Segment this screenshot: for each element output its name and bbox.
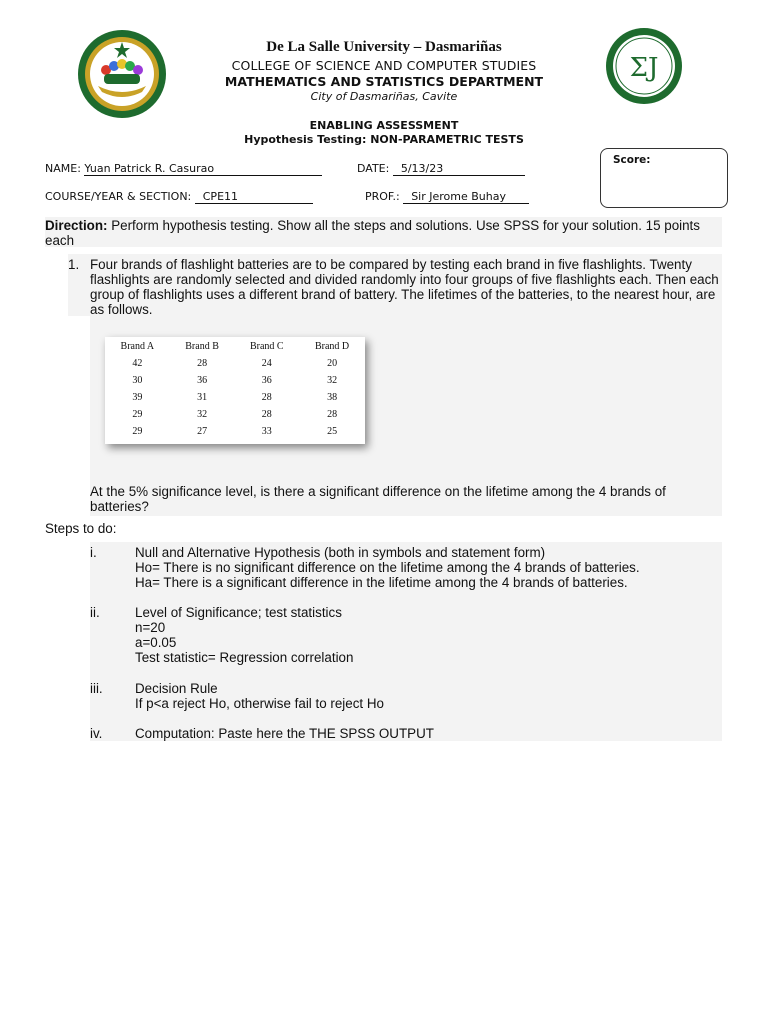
table-cell: 32 [327,375,338,386]
date-value: 5/13/23 [393,162,525,176]
table-cell: 31 [197,392,208,403]
table-cell: 42 [132,358,143,369]
department-name: MATHEMATICS AND STATISTICS DEPARTMENT [224,74,544,89]
steps-title: Steps to do: [45,521,117,536]
course-value: CPE11 [195,190,313,204]
step-line: Computation: Paste here the THE SPSS OUTPUT [135,726,434,741]
step-numeral: iii. [90,681,103,696]
table-header-cell: Brand B [185,340,219,352]
step-line: a=0.05 [135,635,177,650]
prof-field [365,190,529,204]
step-line: Ho= There is no significant difference on the lifetime among the 4 brands of batteries. [135,560,640,575]
step-numeral: i. [90,545,97,560]
table-header-cell: Brand A [120,340,155,352]
step-line: Ha= There is a significant difference in the lifetime among the 4 brands of batteries. [135,575,628,590]
college-name: COLLEGE OF SCIENCE AND COMPUTER STUDIES [231,58,537,73]
table-cell: 24 [261,358,272,369]
direction-paragraph [45,218,725,248]
assessment-title: ENABLING ASSESSMENT [309,119,459,132]
step-line: Test statistic= Regression correlation [135,650,354,665]
name-field [45,162,322,176]
table-row [105,355,365,372]
table-cell: 27 [197,426,208,437]
table-header-row [105,337,365,355]
table-cell: 28 [197,358,208,369]
table-row [105,372,365,389]
city-line: City of Dasmariñas, Cavite [310,90,458,103]
score-label: Score: [613,154,651,166]
assessment-topic: Hypothesis Testing: NON-PARAMETRIC TESTS [244,133,524,146]
table-cell: 33 [261,426,272,437]
table-cell: 28 [261,392,272,403]
step-line: Level of Significance; test statistics [135,605,342,620]
table-cell: 38 [327,392,338,403]
step-numeral: iv. [90,726,103,741]
table-cell: 25 [327,426,338,437]
step-line: n=20 [135,620,166,635]
date-label: DATE: [357,162,390,175]
table-cell: 30 [132,375,143,386]
course-field [45,190,313,204]
table-row [105,423,365,440]
question-text: Four brands of flashlight batteries are to be compared by testing each brand in five flashlights. Twenty flashlights are randomly selected and divided randomly into four groups of five flashlights each. Then each group of flashlights uses a different brand of battery. The lifetimes of the batteries, to the nearest hour, are as follows. [90,257,719,317]
date-field [357,162,525,176]
table-cell: 36 [197,375,208,386]
prof-label: PROF.: [365,190,400,203]
step-line: If p<a reject Ho, otherwise fail to reject Ho [135,696,384,711]
table-header-cell: Brand C [249,340,284,352]
direction-label: Direction: [45,218,108,233]
direction-text: Perform hypothesis testing. Show all the steps and solutions. Use SPSS for your solution. 15 points each [45,218,700,248]
question-prompt: At the 5% significance level, is there a significant difference on the lifetime among the 4 brands of batteries? [90,484,666,514]
table-cell: 28 [327,409,338,420]
step-computation [135,726,434,741]
step-line: Decision Rule [135,681,218,696]
step-numeral: ii. [90,605,100,620]
svg-text:ΣJ: ΣJ [629,53,659,83]
table-cell: 39 [132,392,143,403]
course-label: COURSE/YEAR & SECTION: [45,190,192,203]
name-label: NAME: [45,162,81,175]
table-cell: 29 [132,426,143,437]
name-value: Yuan Patrick R. Casurao [84,162,322,176]
table-cell: 29 [132,409,143,420]
step-line: Null and Alternative Hypothesis (both in symbols and statement form) [135,545,546,560]
prof-value: Sir Jerome Buhay [403,190,529,204]
table-cell: 32 [197,409,208,420]
table-cell: 20 [327,358,338,369]
table-cell: 28 [261,409,272,420]
table-header-cell: Brand D [314,340,350,352]
table-row [105,389,365,406]
battery-lifetime-table [105,337,365,444]
question-number: 1. [68,257,80,272]
step-hypothesis [135,545,640,590]
score-box [600,148,728,208]
table-row [105,406,365,423]
university-name: De La Salle University – Dasmariñas [266,39,502,55]
step-decision-rule [135,681,384,711]
table-cell: 36 [261,375,272,386]
step-significance [135,605,353,665]
